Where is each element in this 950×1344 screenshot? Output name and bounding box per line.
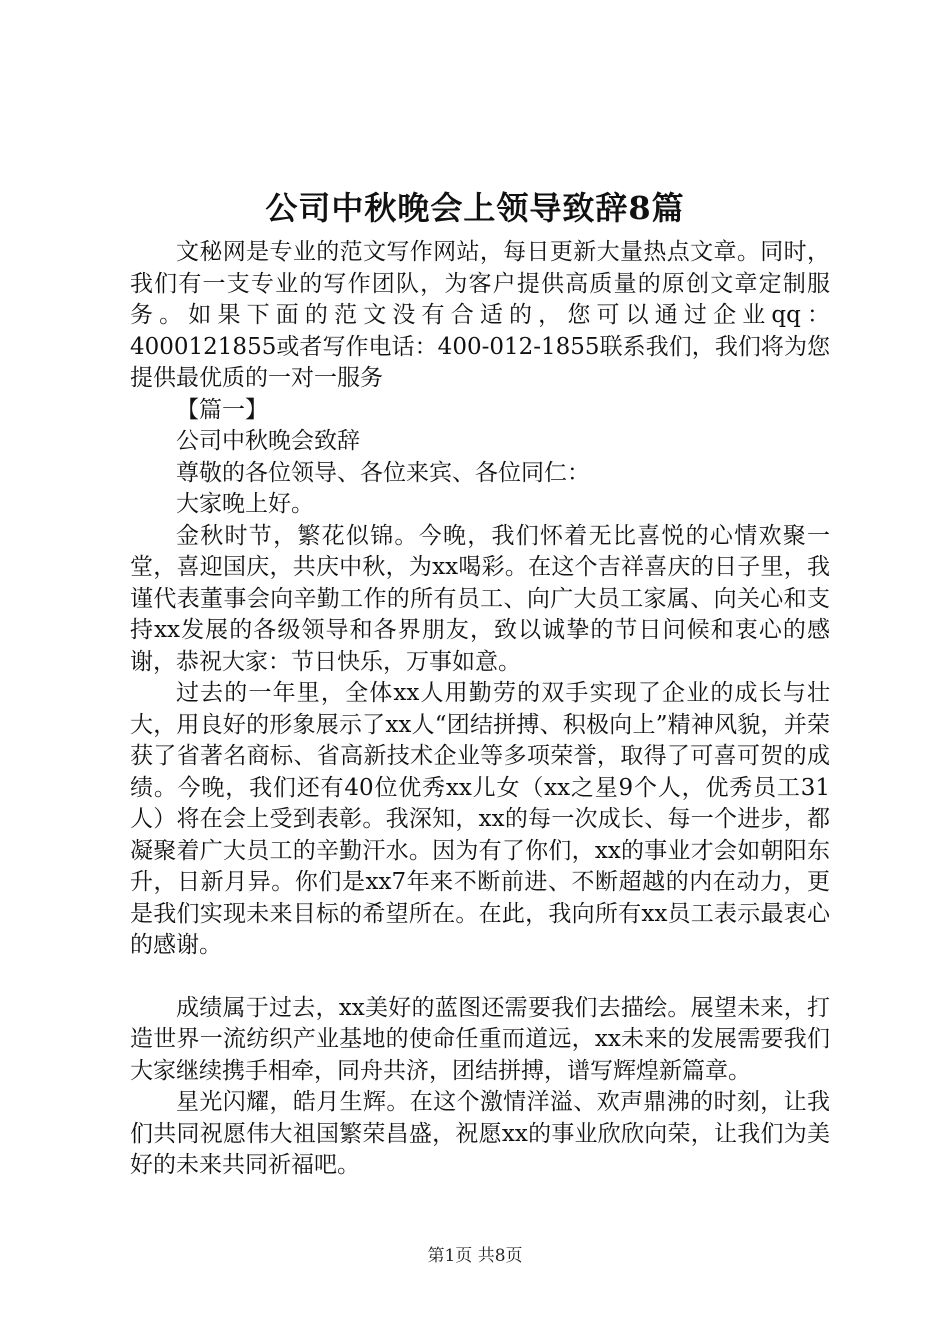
- closing-paragraph: 星光闪耀，皓月生辉。在这个激情洋溢、欢声鼎沸的时刻，让我们共同祝愿伟大祖国繁荣昌盛，祝愿xx的事业欣欣向荣，让我们为美好的未来共同祈福吧。: [130, 1089, 830, 1178]
- salutation: 尊敬的各位领导、各位来宾、各位同仁：: [176, 459, 590, 486]
- body-paragraph: 过去的一年里，全体xx人用勤劳的双手实现了企业的成长与壮大，用良好的形象展示了xx人“团结拼搏、积极向上”精神风貌，并荣获了省著名商标、省高新技术企业等多项荣誉，取得了可喜可贺的成绩。今晚，我们还有40位优秀xx儿女（xx之星9个人，优秀员工31人）将在会上受到表彰。我深知，xx的每一次成长、每一个进步，都凝聚着广大员工的辛勤汗水。因为有了你们，xx的事业才会如朝阳东升，日新月异。你们是xx7年来不断前进、不断超越的内在动力，更是我们实现未来目标的希望所在。在此，我向所有xx员工表示最衷心的感谢。: [130, 680, 830, 958]
- body-paragraph: 金秋时节，繁花似锦。今晚，我们怀着无比喜悦的心情欢聚一堂，喜迎国庆，共庆中秋，为xx喝彩。在这个吉祥喜庆的日子里，我谨代表董事会向辛勤工作的所有员工、向广大员工家属、向关心和支持xx发展的各级领导和各界朋友，致以诚挚的节日问候和衷心的感谢，恭祝大家：节日快乐，万事如意。: [130, 522, 830, 675]
- document-title: 公司中秋晚会上领导致辞8篇: [265, 189, 685, 227]
- section-heading: 【篇一】: [176, 396, 268, 423]
- greeting: 大家晚上好。: [176, 491, 314, 517]
- body-paragraph: 成绩属于过去，xx美好的蓝图还需要我们去描绘。展望未来，打造世界一流纺织产业基地的使命任重而道远，xx未来的发展需要我们大家继续携手相牵，同舟共济，团结拼搏，谱写辉煌新篇章。: [130, 994, 830, 1084]
- document-body: [130, 237, 830, 1182]
- page-number-footer: 第1页 共8页: [427, 1246, 523, 1266]
- intro-paragraph: 文秘网是专业的范文写作网站，每日更新大量热点文章。同时，我们有一支专业的写作团队，为客户提供高质量的原创文章定制服务。如果下面的范文没有合适的，您可以通过企业qq：4000121855或者写作电话：400-012-1855联系我们，我们将为您提供最优质的一对一服务: [130, 239, 830, 391]
- speech-title: 公司中秋晚会致辞: [176, 428, 360, 454]
